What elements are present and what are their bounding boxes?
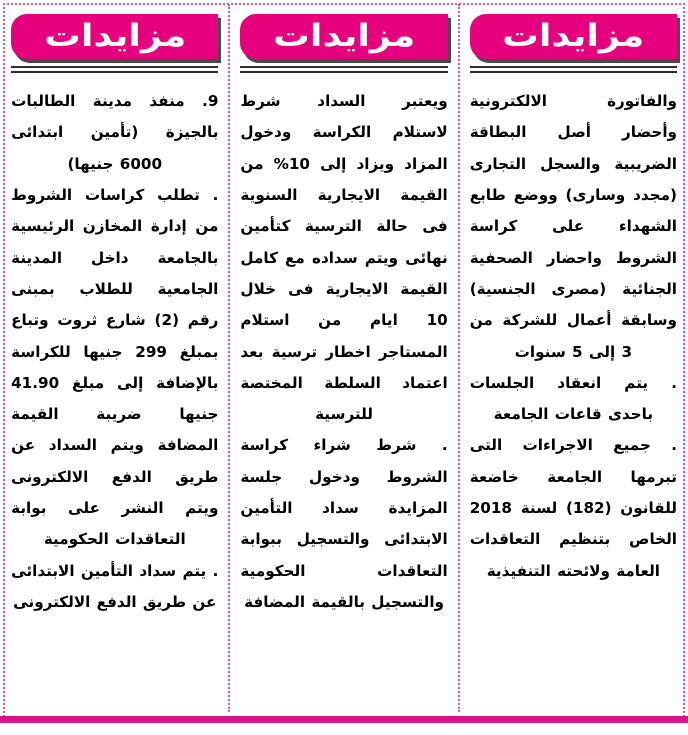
banner-rule-2 (240, 66, 447, 73)
ad-paragraph: . شرط شراء كراسة الشروط ودخول جلسة المزايدة سداد التأمين الابتدائى والتسجيل ببوابة التعاقدات الحكومية والتسجيل بالقيمة المضافة (240, 436, 448, 611)
ad-body-1 (470, 86, 677, 587)
banner-3 (11, 14, 218, 73)
ad-body-3 (11, 86, 218, 618)
banner-1 (470, 14, 677, 73)
ad-column-3 (0, 0, 229, 714)
ad-paragraph: . جميع الاجراءات التى تبرمها الجامعة خاضعة للقانون (182) لسنة 2018 الخاص بتنظيم التعاقدات العامة ولائحته التنفيذية (469, 436, 677, 580)
ad-paragraph: . يتم انعقاد الجلسات باحدى قاعات الجامعة (469, 373, 677, 424)
banner-background-3 (11, 14, 218, 59)
ad-paragraph: والفاتورة الالكترونية وأحضار أصل البطاقة الضريبية والسجل التجارى (مجدد وسارى) ووضع طابع الشهداء على كراسة الشروط واحضار الصحفية الجنائية (مصرى الجنسية) وسابقة أعمال للشركة من 3 إلى 5 سنوات (469, 92, 677, 361)
banner-rule-3 (11, 66, 218, 73)
ad-paragraph: . تطلب كراسات الشروط من إدارة المخازن الرئيسية بالجامعة داخل المدينة الجامعية للطلاب بمبنى رقم (2) شارع ثروت وتباع بمبلغ 299 جنيها للكراسة بالإضافة إلى مبلغ 41.90 جنيها ضريبة القيمة المضافة ويتم السداد عن طريق الدفع الالكترونى ويتم النشر على بوابة التعاقدات الحكومية (11, 185, 219, 549)
banner-title-2: مزايدات (273, 18, 416, 54)
ad-paragraph: ويعتبر السداد شرط لاستلام الكراسة ودخول المزاد ويزاد إلى 10% من القيمة الايجارية السنوية فى حالة الترسية كتأمين نهائى ويتم سداده مع كامل القيمة الايجارية فى خلال 10 ايام من استلام المستاجر اخطار ترسية بعد اعتماد السلطة المختصة للترسية (240, 92, 448, 424)
banner-title-3: مزايدات (43, 18, 186, 54)
banner-rule-1 (470, 66, 677, 73)
ad-paragraph: 9. منفذ مدينة الطالبات بالجيزة (تأمين ابتدائى 6000 جنيها) (11, 92, 219, 173)
bottom-accent-bar (0, 716, 688, 723)
ad-body-2 (240, 86, 447, 618)
banner-title-1: مزايدات (502, 18, 645, 54)
ad-paragraph: . يتم سداد التأمين الابتدائى عن طريق الدفع الالكترونى (11, 561, 219, 611)
banner-background-1 (470, 14, 677, 59)
ad-column-1 (459, 0, 688, 714)
ad-column-2 (229, 0, 458, 714)
banner-background-2 (240, 14, 447, 59)
banner-2 (240, 14, 447, 73)
